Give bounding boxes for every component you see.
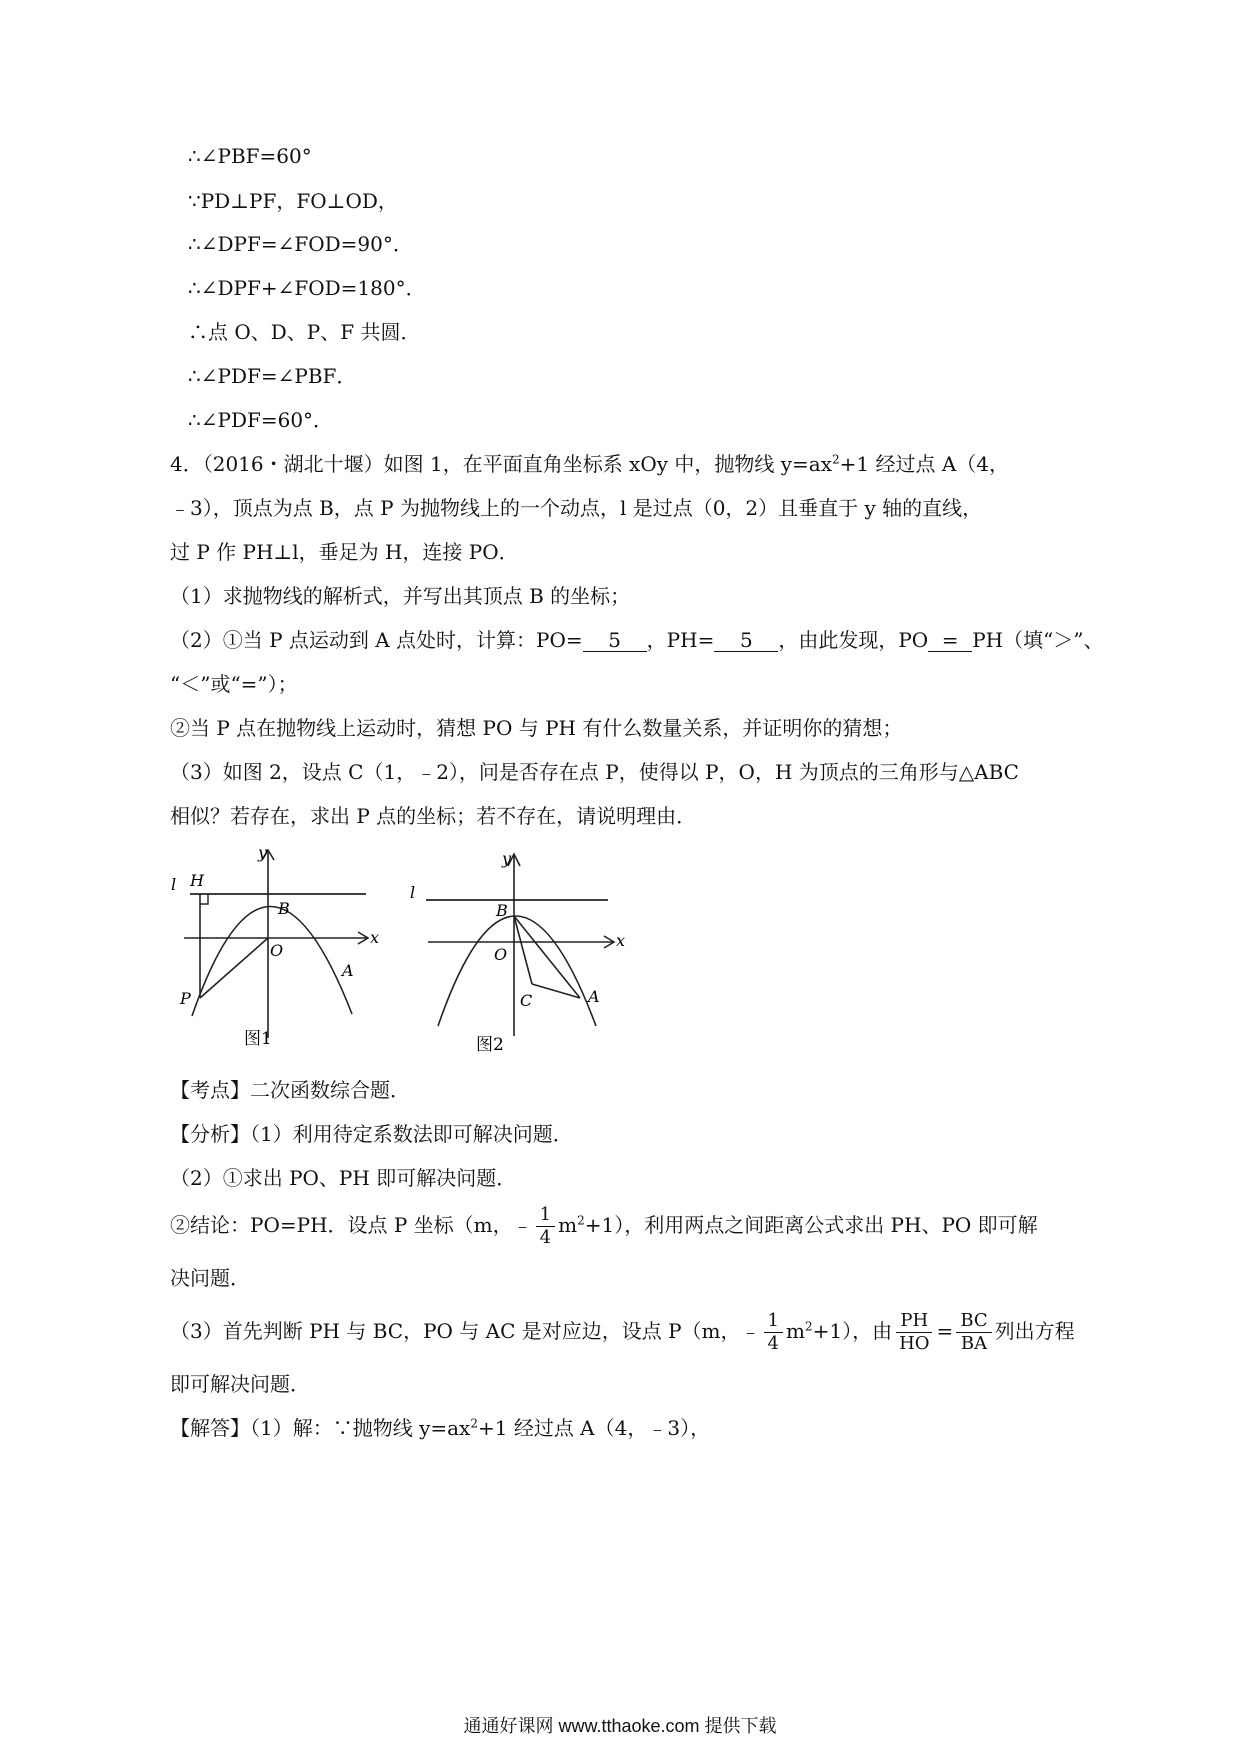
- fraction-one-quarter: $\frac{1}{4}$: [536, 1204, 555, 1249]
- label-y: y: [502, 849, 512, 868]
- kaodian-line: 【考点】二次函数综合题．: [170, 1078, 410, 1102]
- label-B: B: [496, 901, 508, 920]
- page-footer: 通通好课网 www.tthaoke.com 提供下载: [463, 1716, 777, 1736]
- label-l: l: [410, 883, 416, 902]
- figure-1: [170, 838, 410, 1058]
- fraction-bc-ba: $\frac{BC}{BA}$: [956, 1310, 991, 1355]
- label-y: y: [258, 843, 268, 862]
- label-B: B: [278, 899, 290, 918]
- fenxi-line-3: ②结论：PO=PH．设点 P 坐标（m，﹣ $\frac{1}{4}$ $m^2+1$），利用两点之间距离公式求出 PH、PO 即可解: [170, 1204, 1038, 1248]
- proof-line: ∴∠PBF=60°: [188, 144, 312, 168]
- proof-line: ∴∠PDF=60°．: [188, 408, 334, 432]
- answer-blank-relation: =: [928, 629, 972, 652]
- fraction-ph-ho: $\frac{PH}{HO}$: [895, 1310, 933, 1355]
- proof-line: ∴∠DPF=∠FOD=90°．: [188, 232, 413, 256]
- problem-part-1: （1）求抛物线的解析式，并写出其顶点 B 的坐标；: [170, 584, 631, 608]
- answer-blank-po: 5: [583, 629, 647, 652]
- fenxi-line-4-cont: 即可解决问题．: [170, 1372, 310, 1396]
- proof-line: ∴∠DPF+∠FOD=180°．: [188, 276, 426, 300]
- problem-intro-line: ﹣3），顶点为点 B，点 P 为抛物线上的一个动点，l 是过点（0，2）且垂直于 y 轴的直线，: [170, 496, 983, 520]
- label-A: A: [588, 987, 600, 1006]
- figure-2: [408, 846, 648, 1062]
- fenxi-line-2: （2）①求出 PO、PH 即可解决问题．: [170, 1166, 517, 1190]
- problem-part-3: （3）如图 2，设点 C（1，﹣2），问是否存在点 P，使得以 P，O，H 为顶点的三角形与△ABC: [170, 760, 1019, 784]
- figure-2-caption: 图2: [476, 1035, 504, 1055]
- problem-intro-line: 4．（2016・湖北十堰）如图 1，在平面直角坐标系 xOy 中，抛物线 $y=ax^2+1$ 经过点 A（4，: [170, 452, 1010, 476]
- proof-line: ∴点 O、D、P、F 共圆．: [188, 320, 421, 344]
- label-A: A: [342, 961, 354, 980]
- proof-line: ∵PD⊥PF，FO⊥OD，: [188, 189, 398, 213]
- problem-part-2: （2）①当 P 点运动到 A 点处时，计算：PO= 5 ，PH= 5 ，由此发现，PO = PH（填“＞”、: [170, 628, 1104, 652]
- label-x: x: [370, 928, 380, 947]
- figure-1-caption: 图1: [244, 1029, 272, 1049]
- answer-blank-ph: 5: [714, 629, 778, 652]
- label-O: O: [270, 941, 284, 960]
- problem-part-2-line2: “＜”或“=”）；: [170, 672, 298, 696]
- jieda-line: 【解答】（1）解：∵抛物线 $y=ax^2+1$ 经过点 A（4，﹣3），: [170, 1416, 711, 1440]
- fenxi-line: 【分析】（1）利用待定系数法即可解决问题．: [170, 1122, 573, 1146]
- label-l: l: [171, 875, 177, 894]
- label-O: O: [494, 945, 508, 964]
- problem-intro-line: 过 P 作 PH⊥l，垂足为 H，连接 PO．: [170, 540, 519, 564]
- label-x: x: [616, 931, 626, 950]
- proof-line: ∴∠PDF=∠PBF．: [188, 364, 357, 388]
- label-C: C: [520, 991, 533, 1010]
- problem-part-2b: ②当 P 点在抛物线上运动时，猜想 PO 与 PH 有什么数量关系，并证明你的猜想；: [170, 716, 903, 740]
- label-P: P: [180, 989, 191, 1008]
- fenxi-line-3-cont: 决问题．: [170, 1266, 250, 1290]
- fenxi-line-4: （3）首先判断 PH 与 BC，PO 与 AC 是对应边，设点 P（m，﹣ $\frac{1}{4}$ $m^2+1$），由 $\frac{PH}{HO}$ = $\frac{BC}{BA}$ 列出方程: [170, 1310, 1075, 1354]
- problem-part-3-line2: 相似？若存在，求出 P 点的坐标；若不存在，请说明理由．: [170, 804, 697, 828]
- fraction-one-quarter: $\frac{1}{4}$: [764, 1310, 783, 1355]
- label-H: H: [190, 871, 204, 890]
